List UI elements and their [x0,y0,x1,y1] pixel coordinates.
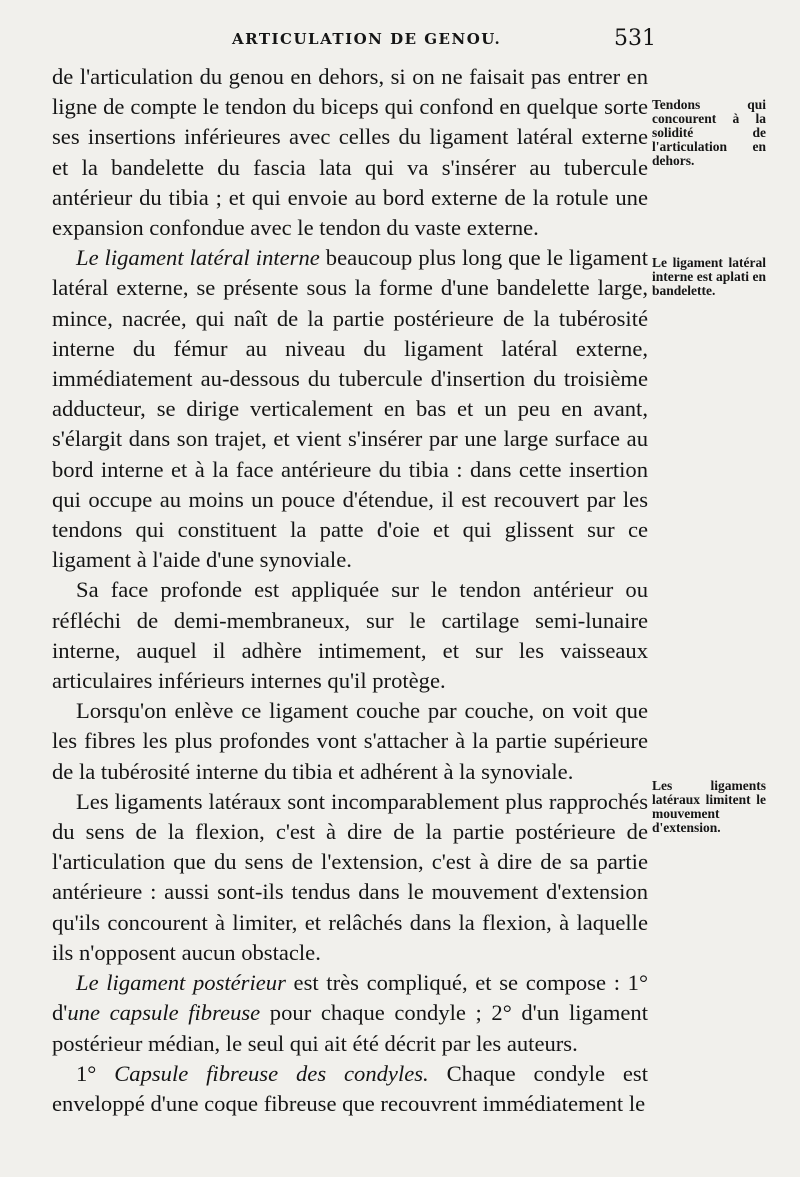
paragraph-4: Lorsqu'on enlève ce ligament couche par couche, on voit que les fibres les plus profondes vont s'attacher à la partie supérieure de la tubérosité interne du tibia et adhérent à la synoviale. [52,698,648,784]
paragraph-2-lead: Le ligament latéral interne [76,245,320,271]
paragraph-7-lead: Capsule fibreuse des condyles. [114,1060,429,1086]
running-title: ARTICULATION DE GENOU. [232,30,502,48]
paragraph-5: Les ligaments latéraux sont incomparablement plus rapprochés du sens de la flexion, c'est à dire de la partie postérieure de l'articulation que du sens de l'extension, c'est à dire de sa partie antérieure : aussi sont-ils tendus dans le mouvement d'extension qu'ils concourent à limiter, et relâchés dans la flexion, à laquelle ils n'opposent aucun obstacle. [52,788,648,965]
paragraph-6-mid1: est très compliqué, et se compose : 1° d' [52,970,648,1026]
paragraph-7-number: 1° [76,1060,115,1086]
paragraph-6-mid2: pour chaque condyle ; 2° d'un ligament postérieur médian, le seul qui ait été décrit par les auteurs. [52,1000,648,1056]
body-text [52,62,648,1119]
paragraph-6-emphasis: une capsule fibreuse [67,1000,261,1026]
margin-note-3: Les ligaments latéraux limitent le mouvement d'extension. [652,778,766,835]
paragraph-1: de l'articulation du genou en dehors, si on ne faisait pas entrer en ligne de compte le tendon du biceps qui confond en quelque sorte ses insertions inférieures avec celles du ligament latéral externe et la bandelette du fascia lata qui va s'insérer au tubercule antérieur du tibia ; et qui envoie au bord externe de la rotule une expansion confondue avec le tendon du vaste externe. [52,64,648,241]
margin-note-1: Tendons qui concourent à la solidité de l'articulation en dehors. [652,97,766,168]
paragraph-2 [52,243,648,575]
paragraph-3: Sa face profonde est appliquée sur le tendon antérieur ou réfléchi de demi-membraneux, sur le cartilage semi-lunaire interne, auquel il adhère intimement, et sur les vaisseaux articulaires inférieurs internes qu'il protège. [52,577,648,694]
paragraph-6 [52,968,648,1059]
paragraph-2-text: beaucoup plus long que le ligament latéral externe, se présente sous la forme d'une bandelette large, mince, nacrée, qui naît de la partie postérieure de la tubérosité interne du fémur au niveau du ligament latéral externe, immédiatement au-dessous du tubercule d'insertion du troisième adducteur, se dirige verticalement en bas et un peu en avant, s'élargit dans son trajet, et vient s'insérer par une large surface au bord interne et à la face antérieure du tibia : dans cette insertion qui occupe au moins un pouce d'étendue, il est recouvert par les tendons qui constituent la patte d'oie et qui glissent sur ce ligament à l'aide d'une synoviale. [52,245,648,573]
page-header [0,26,800,56]
paragraph-7-text: Chaque condyle est enveloppé d'une coque fibreuse que recouvrent immédiatement le [52,1060,648,1116]
page-number: 531 [614,26,656,51]
margin-note-2: Le ligament latéral interne est aplati en bandelette. [652,255,766,298]
paragraph-7 [52,1059,648,1119]
paragraph-6-lead: Le ligament postérieur [76,970,286,996]
